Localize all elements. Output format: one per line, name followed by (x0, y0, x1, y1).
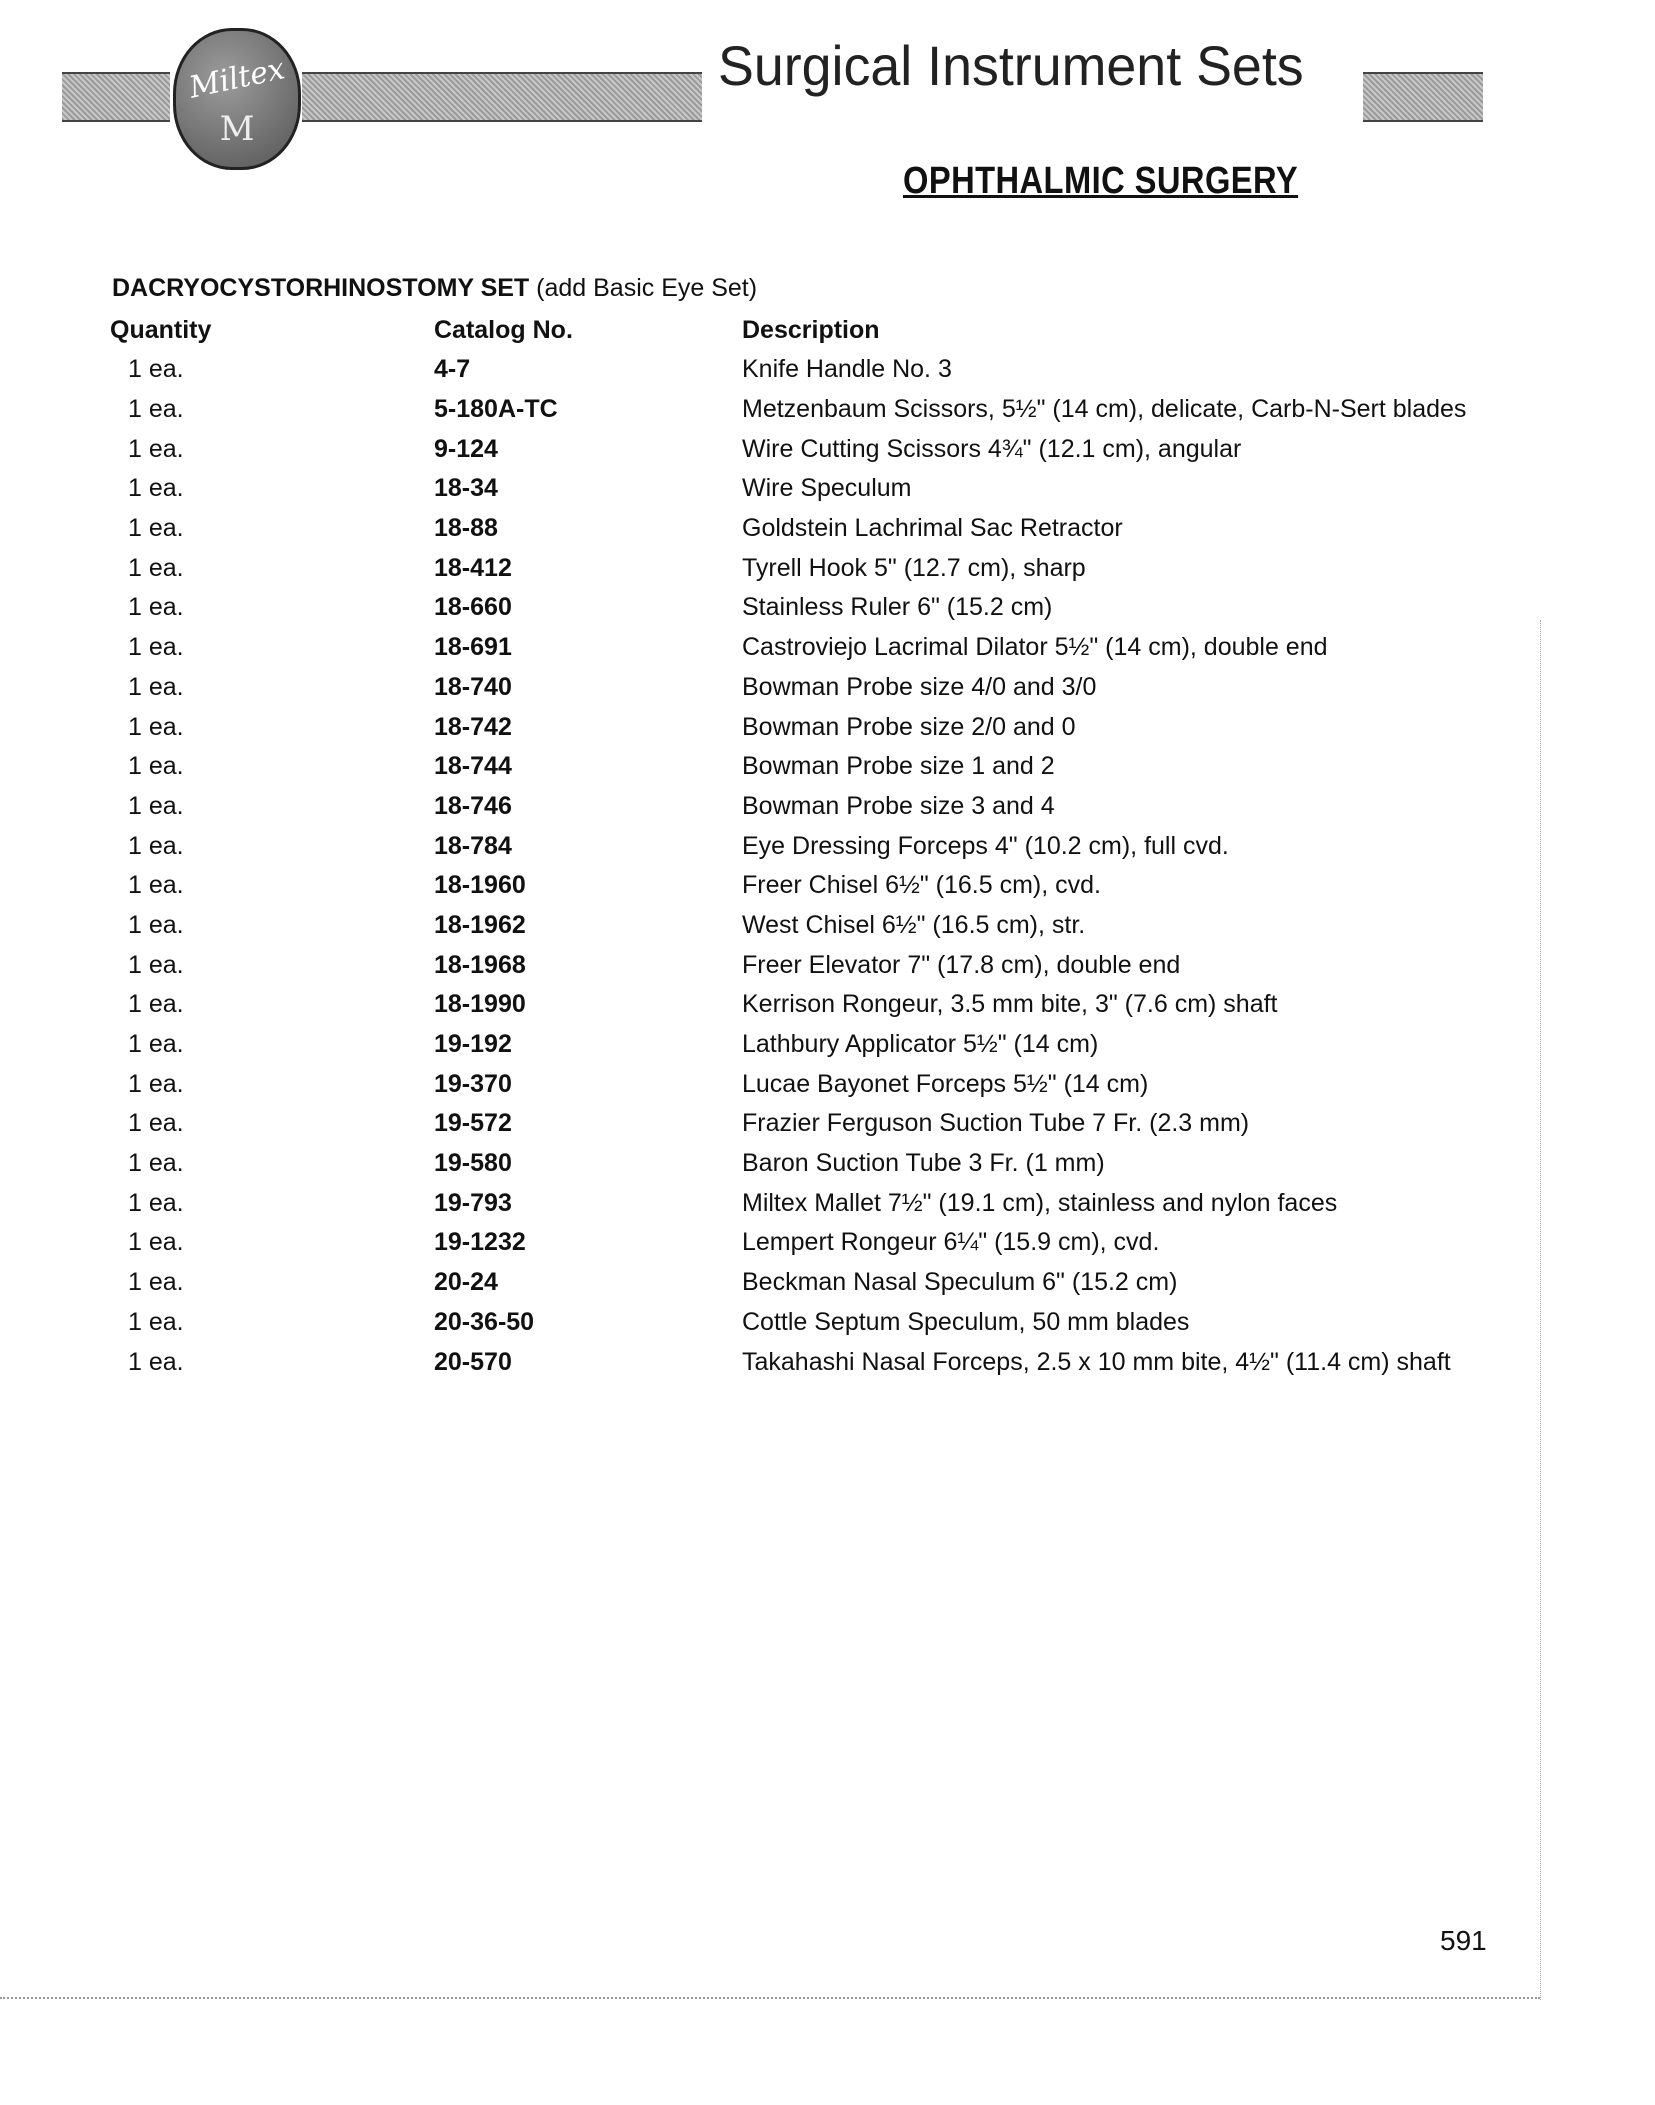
table-row (110, 747, 1466, 787)
set-name: DACRYOCYSTORHINOSTOMY SET (112, 274, 530, 302)
qty-cell: 1 ea. (128, 553, 184, 582)
catalog-cell: 18-1990 (434, 990, 526, 1019)
description-cell: Lucae Bayonet Forceps 5½" (14 cm) (742, 1069, 1149, 1098)
footer-rule (0, 1997, 1540, 1999)
table-row (110, 866, 1466, 906)
description-cell: Stainless Ruler 6" (15.2 cm) (742, 593, 1053, 622)
set-note: (add Basic Eye Set) (536, 274, 758, 302)
header-band-middle (302, 72, 702, 122)
qty-cell: 1 ea. (128, 1188, 184, 1217)
table-row (110, 1342, 1466, 1382)
table-row (110, 1025, 1466, 1065)
qty-cell: 1 ea. (128, 514, 184, 543)
qty-cell: 1 ea. (128, 1347, 184, 1376)
catalog-cell: 20-36-50 (434, 1307, 535, 1336)
description-cell: West Chisel 6½" (16.5 cm), str. (742, 910, 1086, 939)
description-cell: Freer Elevator 7" (17.8 cm), double end (742, 950, 1181, 979)
catalog-cell: 5-180A-TC (434, 395, 558, 424)
table-row (110, 548, 1466, 588)
catalog-cell: 18-744 (434, 752, 512, 781)
logo-script-text: Miltex (186, 51, 288, 106)
miltex-logo (173, 28, 301, 170)
description-cell: Takahashi Nasal Forceps, 2.5 x 10 mm bite, 4½" (11.4 cm) shaft (742, 1347, 1451, 1376)
catalog-cell: 18-784 (434, 831, 512, 860)
table-row (110, 350, 1466, 390)
description-cell: Knife Handle No. 3 (742, 355, 952, 384)
catalog-cell: 18-412 (434, 553, 512, 582)
qty-cell: 1 ea. (128, 355, 184, 384)
header-band-right (1363, 72, 1483, 122)
qty-cell: 1 ea. (128, 712, 184, 741)
description-cell: Lathbury Applicator 5½" (14 cm) (742, 1030, 1099, 1059)
catalog-cell: 18-691 (434, 633, 512, 662)
margin-rule (1540, 620, 1541, 2000)
table-row (110, 509, 1466, 549)
catalog-cell: 18-740 (434, 672, 512, 701)
section-subtitle: OPHTHALMIC SURGERY (903, 160, 1299, 202)
catalog-cell: 9-124 (434, 434, 498, 463)
qty-cell: 1 ea. (128, 910, 184, 939)
description-cell: Eye Dressing Forceps 4" (10.2 cm), full cvd. (742, 831, 1229, 860)
catalog-cell: 18-746 (434, 791, 512, 820)
table-row (110, 906, 1466, 946)
qty-cell: 1 ea. (128, 395, 184, 424)
qty-cell: 1 ea. (128, 950, 184, 979)
catalog-cell: 19-580 (434, 1149, 512, 1178)
description-cell: Freer Chisel 6½" (16.5 cm), cvd. (742, 871, 1101, 900)
qty-cell: 1 ea. (128, 1307, 184, 1336)
table-row (110, 390, 1466, 430)
qty-cell: 1 ea. (128, 1268, 184, 1297)
catalog-cell: 4-7 (434, 355, 471, 384)
qty-cell: 1 ea. (128, 434, 184, 463)
table-row (110, 826, 1466, 866)
qty-cell: 1 ea. (128, 871, 184, 900)
description-cell: Metzenbaum Scissors, 5½" (14 cm), delicate, Carb-N-Sert blades (742, 395, 1467, 424)
description-cell: Wire Cutting Scissors 4¾" (12.1 cm), angular (742, 434, 1242, 463)
description-cell: Bowman Probe size 2/0 and 0 (742, 712, 1076, 741)
table-row (110, 707, 1466, 747)
catalog-cell: 18-34 (434, 474, 498, 503)
description-cell: Wire Speculum (742, 474, 912, 503)
page-title: Surgical Instrument Sets (718, 34, 1304, 97)
description-cell: Miltex Mallet 7½" (19.1 cm), stainless and nylon faces (742, 1188, 1338, 1217)
description-cell: Frazier Ferguson Suction Tube 7 Fr. (2.3 mm) (742, 1109, 1250, 1138)
description-cell: Castroviejo Lacrimal Dilator 5½" (14 cm), double end (742, 633, 1328, 662)
description-cell: Bowman Probe size 1 and 2 (742, 752, 1055, 781)
qty-cell: 1 ea. (128, 791, 184, 820)
qty-cell: 1 ea. (128, 831, 184, 860)
catalog-cell: 20-24 (434, 1268, 498, 1297)
table-row (110, 429, 1466, 469)
catalog-cell: 18-742 (434, 712, 512, 741)
set-heading (112, 274, 757, 303)
column-header-quantity: Quantity (110, 315, 212, 344)
catalog-cell: 18-1960 (434, 871, 526, 900)
table-row (110, 1144, 1466, 1184)
description-cell: Kerrison Rongeur, 3.5 mm bite, 3" (7.6 cm) shaft (742, 990, 1278, 1019)
table-row (110, 945, 1466, 985)
qty-cell: 1 ea. (128, 1149, 184, 1178)
table-row (110, 1064, 1466, 1104)
table-row (110, 668, 1466, 708)
qty-cell: 1 ea. (128, 474, 184, 503)
catalog-cell: 20-570 (434, 1347, 512, 1376)
description-cell: Bowman Probe size 4/0 and 3/0 (742, 672, 1097, 701)
qty-cell: 1 ea. (128, 1069, 184, 1098)
catalog-cell: 19-192 (434, 1030, 512, 1059)
page-number: 591 (1440, 1925, 1487, 1956)
qty-cell: 1 ea. (128, 990, 184, 1019)
table-row (110, 1104, 1466, 1144)
qty-cell: 1 ea. (128, 1228, 184, 1257)
qty-cell: 1 ea. (128, 1109, 184, 1138)
table-row (110, 1183, 1466, 1223)
table-row (110, 628, 1466, 668)
catalog-cell: 19-1232 (434, 1228, 526, 1257)
table-row (110, 588, 1466, 628)
table-row (110, 1303, 1466, 1343)
catalog-cell: 18-1962 (434, 910, 526, 939)
qty-cell: 1 ea. (128, 1030, 184, 1059)
logo-mark: M (219, 109, 255, 149)
qty-cell: 1 ea. (128, 633, 184, 662)
catalog-cell: 18-660 (434, 593, 512, 622)
qty-cell: 1 ea. (128, 593, 184, 622)
catalog-cell: 19-572 (434, 1109, 512, 1138)
description-cell: Lempert Rongeur 6¼" (15.9 cm), cvd. (742, 1228, 1160, 1257)
header-band-left (62, 72, 170, 122)
table-row (110, 985, 1466, 1025)
description-cell: Goldstein Lachrimal Sac Retractor (742, 514, 1123, 543)
table-header-row (110, 310, 1466, 350)
catalog-cell: 18-88 (434, 514, 498, 543)
table-row (110, 787, 1466, 827)
instrument-table (110, 310, 1466, 1382)
catalog-cell: 19-370 (434, 1069, 512, 1098)
description-cell: Baron Suction Tube 3 Fr. (1 mm) (742, 1149, 1105, 1178)
catalog-cell: 18-1968 (434, 950, 526, 979)
description-cell: Bowman Probe size 3 and 4 (742, 791, 1055, 820)
description-cell: Beckman Nasal Speculum 6" (15.2 cm) (742, 1268, 1178, 1297)
catalog-cell: 19-793 (434, 1188, 512, 1217)
description-cell: Tyrell Hook 5" (12.7 cm), sharp (742, 553, 1086, 582)
table-row (110, 469, 1466, 509)
qty-cell: 1 ea. (128, 672, 184, 701)
table-row (110, 1263, 1466, 1303)
description-cell: Cottle Septum Speculum, 50 mm blades (742, 1307, 1190, 1336)
table-row (110, 1223, 1466, 1263)
qty-cell: 1 ea. (128, 752, 184, 781)
table-body (110, 350, 1466, 1382)
column-header-catalog: Catalog No. (434, 315, 573, 344)
column-header-description: Description (742, 315, 880, 344)
